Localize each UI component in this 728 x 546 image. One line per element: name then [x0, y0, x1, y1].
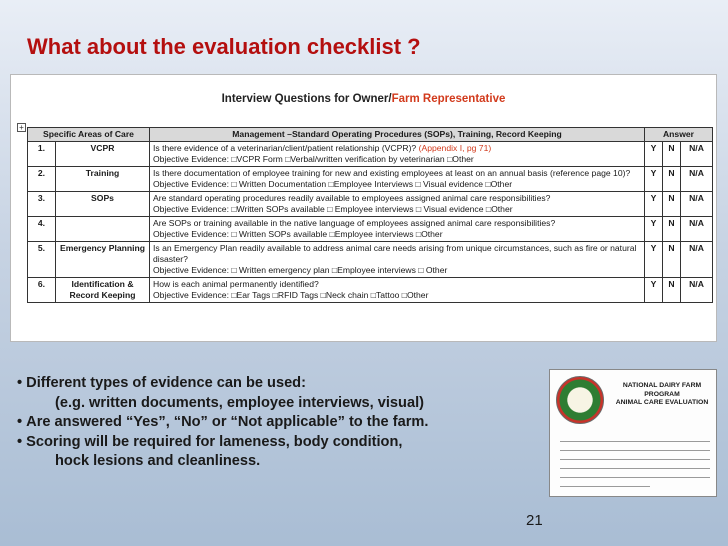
row-number: 1. [28, 142, 56, 167]
answer-option-n: N [663, 192, 681, 217]
table-body [28, 142, 713, 303]
heading-prefix: Interview Questions for Owner/ [221, 93, 392, 105]
question-text: Is there evidence of a veterinarian/client/patient relationship (VCPR)? (Appendix I, pg 71) [153, 143, 492, 153]
objective-evidence: Objective Evidence: □ Written SOPs available □Employee interviews □Other [153, 229, 443, 239]
row-number: 5. [28, 242, 56, 278]
row-question [150, 278, 645, 303]
answer-option-n: N [663, 217, 681, 242]
row-number: 4. [28, 217, 56, 242]
bullet-item: • Scoring will be required for lameness, body condition, [17, 433, 403, 450]
answer-option-na: N/A [681, 242, 713, 278]
bullet-item: • Are answered “Yes”, “No” or “Not applicable” to the farm. [17, 414, 429, 430]
checklist-table [27, 127, 713, 303]
table-header-row [28, 128, 713, 142]
document-heading [11, 93, 716, 105]
objective-evidence: Objective Evidence: □Ear Tags □RFID Tags □Neck chain □Tattoo □Other [153, 290, 429, 300]
answer-option-na: N/A [681, 192, 713, 217]
answer-option-na: N/A [681, 142, 713, 167]
objective-evidence: Objective Evidence: □ Written Documentation □Employee Interviews □ Visual evidence □Other [153, 179, 513, 189]
answer-option-y: Y [645, 217, 663, 242]
form-title: NATIONAL DAIRY FARM PROGRAM ANIMAL CARE EVALUATION [615, 382, 709, 406]
row-question [150, 167, 645, 192]
header-answer: Answer [645, 128, 713, 142]
bullet-item: • Different types of evidence can be used: [17, 375, 306, 391]
table-row [28, 217, 713, 242]
row-question [150, 242, 645, 278]
question-text: Are SOPs or training available in the native language of employees assigned animal care responsibilities? [153, 218, 556, 228]
bullet-item-continuation: hock lesions and cleanliness. [55, 453, 261, 469]
answer-option-y: Y [645, 242, 663, 278]
bullet-list [17, 374, 547, 472]
answer-option-n: N [663, 142, 681, 167]
question-text: Is there documentation of employee training for new and existing employees at least on an annual basis (reference page 10)? [153, 168, 631, 178]
row-area: SOPs [56, 192, 150, 217]
answer-option-n: N [663, 167, 681, 192]
row-question [150, 192, 645, 217]
header-area: Specific Areas of Care [28, 128, 150, 142]
question-reference: (Appendix I, pg 71) [416, 143, 492, 153]
answer-option-y: Y [645, 278, 663, 303]
table-expand-icon: + [17, 123, 26, 132]
answer-option-n: N [663, 242, 681, 278]
evaluation-form-thumbnail [549, 369, 717, 497]
form-field-lines [560, 436, 710, 490]
answer-option-na: N/A [681, 167, 713, 192]
row-area: Emergency Planning [56, 242, 150, 278]
row-area [56, 217, 150, 242]
table-row [28, 192, 713, 217]
row-number: 3. [28, 192, 56, 217]
row-question [150, 142, 645, 167]
answer-option-n: N [663, 278, 681, 303]
table-row [28, 167, 713, 192]
table-row [28, 242, 713, 278]
objective-evidence: Objective Evidence: □ Written emergency plan □Employee interviews □ Other [153, 265, 448, 275]
answer-option-y: Y [645, 167, 663, 192]
table-row [28, 278, 713, 303]
row-area: VCPR [56, 142, 150, 167]
checklist-document-image [10, 74, 717, 342]
objective-evidence: Objective Evidence: □Written SOPs available □ Employee interviews □ Visual evidence □Other [153, 204, 513, 214]
header-management: Management –Standard Operating Procedures (SOPs), Training, Record Keeping [150, 128, 645, 142]
row-number: 2. [28, 167, 56, 192]
row-area: Training [56, 167, 150, 192]
answer-option-y: Y [645, 142, 663, 167]
question-text: Is an Emergency Plan readily available to address animal care needs arising from unique circumstances, such as fire or natural disaster? [153, 243, 637, 264]
answer-option-y: Y [645, 192, 663, 217]
row-question [150, 217, 645, 242]
answer-option-na: N/A [681, 278, 713, 303]
row-number: 6. [28, 278, 56, 303]
row-area: Identification & Record Keeping [56, 278, 150, 303]
answer-option-na: N/A [681, 217, 713, 242]
slide-title: What about the evaluation checklist ? [27, 34, 421, 59]
question-text: How is each animal permanently identified? [153, 279, 319, 289]
table-row [28, 142, 713, 167]
question-text: Are standard operating procedures readily available to employees assigned animal care responsibilities? [153, 193, 551, 203]
page-number: 21 [526, 512, 543, 529]
bullet-item-continuation: (e.g. written documents, employee interviews, visual) [55, 394, 424, 411]
heading-highlight: Farm Representative [391, 93, 506, 105]
objective-evidence: Objective Evidence: □VCPR Form □Verbal/written verification by veterinarian □Other [153, 154, 474, 164]
program-seal-logo [556, 376, 604, 424]
